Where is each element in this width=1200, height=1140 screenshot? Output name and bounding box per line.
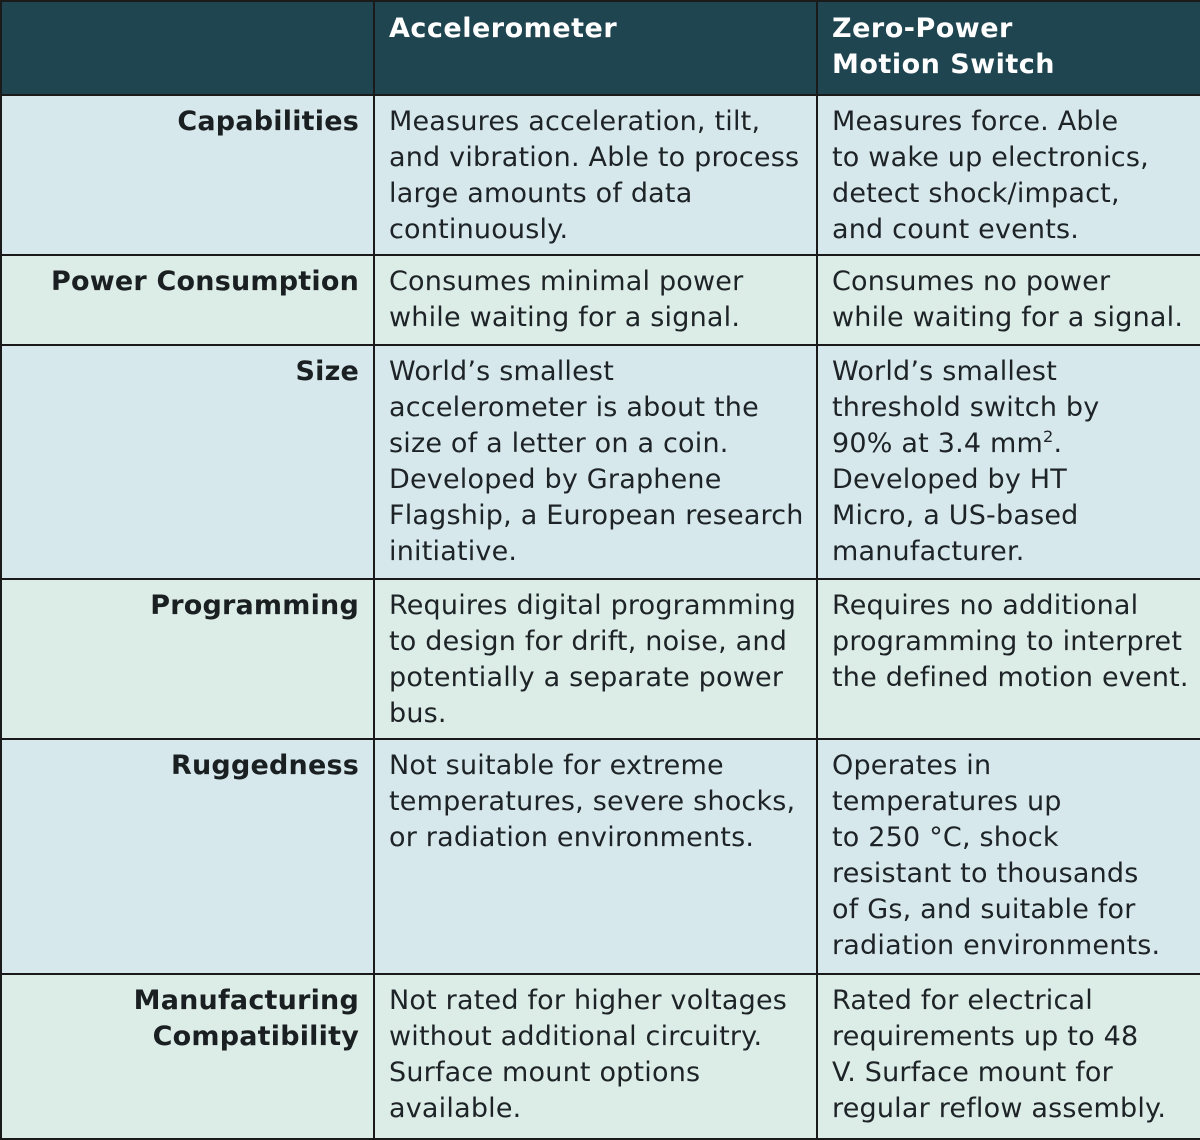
row-label: Programming [1,579,374,739]
switch-cell: Requires no additional programming to interpret the defined motion event. [817,579,1200,739]
header-row [1,1,1200,95]
switch-cell: Consumes no power while waiting for a signal. [817,255,1200,345]
header-accelerometer: Accelerometer [374,1,817,95]
accelerometer-cell: Not suitable for extreme temperatures, severe shocks, or radiation environments. [374,739,817,974]
row-size [1,345,1200,579]
size-text-start: World’s smallest threshold switch by 90% at 3.4 mm [832,356,1100,459]
row-label: Capabilities [1,95,374,255]
row-label: Manufacturing Compatibility [1,974,374,1139]
size-text-end: . Developed by HT Micro, a US-based manufacturer. [832,428,1079,567]
accelerometer-cell: World’s smallest accelerometer is about the size of a letter on a coin. Developed by Graphene Flagship, a European research initiative. [374,345,817,579]
accelerometer-cell: Measures acceleration, tilt, and vibration. Able to process large amounts of data continuously. [374,95,817,255]
accelerometer-cell: Not rated for higher voltages without additional circuitry. Surface mount options available. [374,974,817,1139]
accelerometer-cell: Requires digital programming to design for drift, noise, and potentially a separate power bus. [374,579,817,739]
switch-cell [817,345,1200,579]
switch-cell: Operates in temperatures up to 250 °C, shock resistant to thousands of Gs, and suitable for radiation environments. [817,739,1200,974]
row-label: Size [1,345,374,579]
switch-cell: Measures force. Able to wake up electronics, detect shock/impact, and count events. [817,95,1200,255]
row-label: Power Consumption [1,255,374,345]
row-manufacturing-compatibility [1,974,1200,1139]
header-corner-cell [1,1,374,95]
superscript-two: 2 [1043,427,1054,446]
row-power-consumption [1,255,1200,345]
row-label: Ruggedness [1,739,374,974]
row-capabilities [1,95,1200,255]
header-zero-power-switch: Zero-Power Motion Switch [817,1,1200,95]
row-ruggedness [1,739,1200,974]
accelerometer-cell: Consumes minimal power while waiting for a signal. [374,255,817,345]
row-programming [1,579,1200,739]
switch-cell: Rated for electrical requirements up to 48 V. Surface mount for regular reflow assembly. [817,974,1200,1139]
